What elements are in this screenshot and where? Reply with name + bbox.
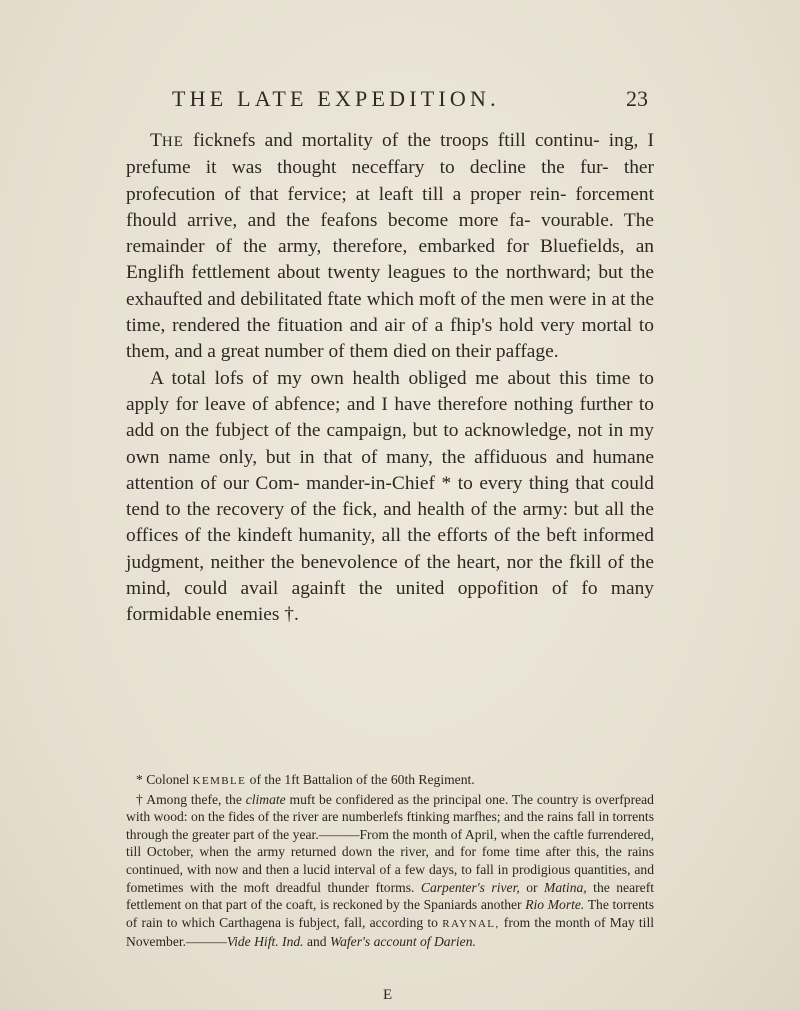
footnote-2-part-1: † Among thefe, the	[136, 791, 246, 807]
footnote-1-name: KEMBLE	[192, 775, 247, 787]
footnote-2-part-7: and	[303, 934, 331, 950]
footnote-2-wafer: Wafer's account of Darien.	[330, 934, 476, 950]
footnote-2-part-5: The torrents of rain to which Carthagena is fubject, fall, according to	[126, 897, 654, 930]
footnote-2-raynal: RAYNAL,	[442, 917, 500, 930]
main-text	[126, 128, 654, 629]
footnote-2-vide: Vide Hift. Ind.	[226, 934, 304, 950]
footnote-1-prefix: * Colonel	[136, 772, 193, 787]
footnote-2-rio-morte: Rio Morte.	[525, 897, 585, 913]
footnotes	[126, 771, 654, 951]
signature-mark: E	[383, 987, 393, 1003]
footnote-2-climate: climate	[245, 791, 286, 807]
footnote-2-part-4: the neareft fettlement on that part of the coaft, is reckoned by the Spaniards another	[126, 879, 654, 913]
paragraph-2: A total lofs of my own health obliged me about this time to apply for leave of abfence; and I have therefore nothing further to add on the fubject of the campaign, but to acknowledge, not in my own name only, but in that of many, the affiduous and humane attention of our Com- mander-in-Chief * to every thing that could tend to the recovery of the fick, and health of the army: but all the offices of the kindeft humanity, all the efforts of the beft informed judgment, neither the benevolence of the heart, nor the fkill of the mind, could avail againft the united oppofition of fo many formidable enemies †.	[126, 367, 654, 626]
footnote-2	[126, 791, 654, 951]
page-number: 23	[626, 86, 648, 111]
footnote-2-part-3: or	[519, 879, 545, 895]
footnote-2-part-6: from the month of May till November.———	[126, 914, 654, 950]
footnote-2-carpenter: Carpenter's river,	[420, 879, 520, 895]
lead-capital: T	[150, 130, 162, 151]
paragraph-1	[126, 128, 654, 366]
footnote-2-matina: Matina,	[544, 879, 587, 895]
running-head-title: THE LATE EXPEDITION.	[172, 86, 500, 111]
paragraph-1-text: ficknefs and mortality of the troops ftill continu- ing, I prefume it was thought neceffary to decline the fur- ther profecution of that fervice; at leaft till a proper rein- forcement fhould arrive, and the feafons become more fa- vourable. The remainder of the army, therefore, embarked for Bluefields, an Englifh fettlement about twenty leagues to the northward; but the exhaufted and debilitated ftate which moft of the men were in at the time, rendered the fituation and air of a fhip's hold very mortal to them, and a great number of them died on their paffage.	[126, 130, 654, 363]
footnote-1	[126, 771, 654, 791]
footnote-1-suffix: of the 1ft Battalion of the 60th Regiment.	[246, 772, 475, 787]
lead-small-caps: HE	[161, 134, 184, 150]
footnote-2-part-2: muft be confidered as the principal one. The country is overfpread with wood: on the fides of the river are numberlefs ftinking marfhes; and the rains fall in torrents through the greater part of the year.———From the month of April, when the caftle furrendered, till October, when the army returned down the river, and for fome time after this, the rains continued, with now and then a lucid interval of a few days, to fall in prodigious quantities, and fometimes with the moft dreadful thunder ftorms.	[126, 791, 654, 895]
